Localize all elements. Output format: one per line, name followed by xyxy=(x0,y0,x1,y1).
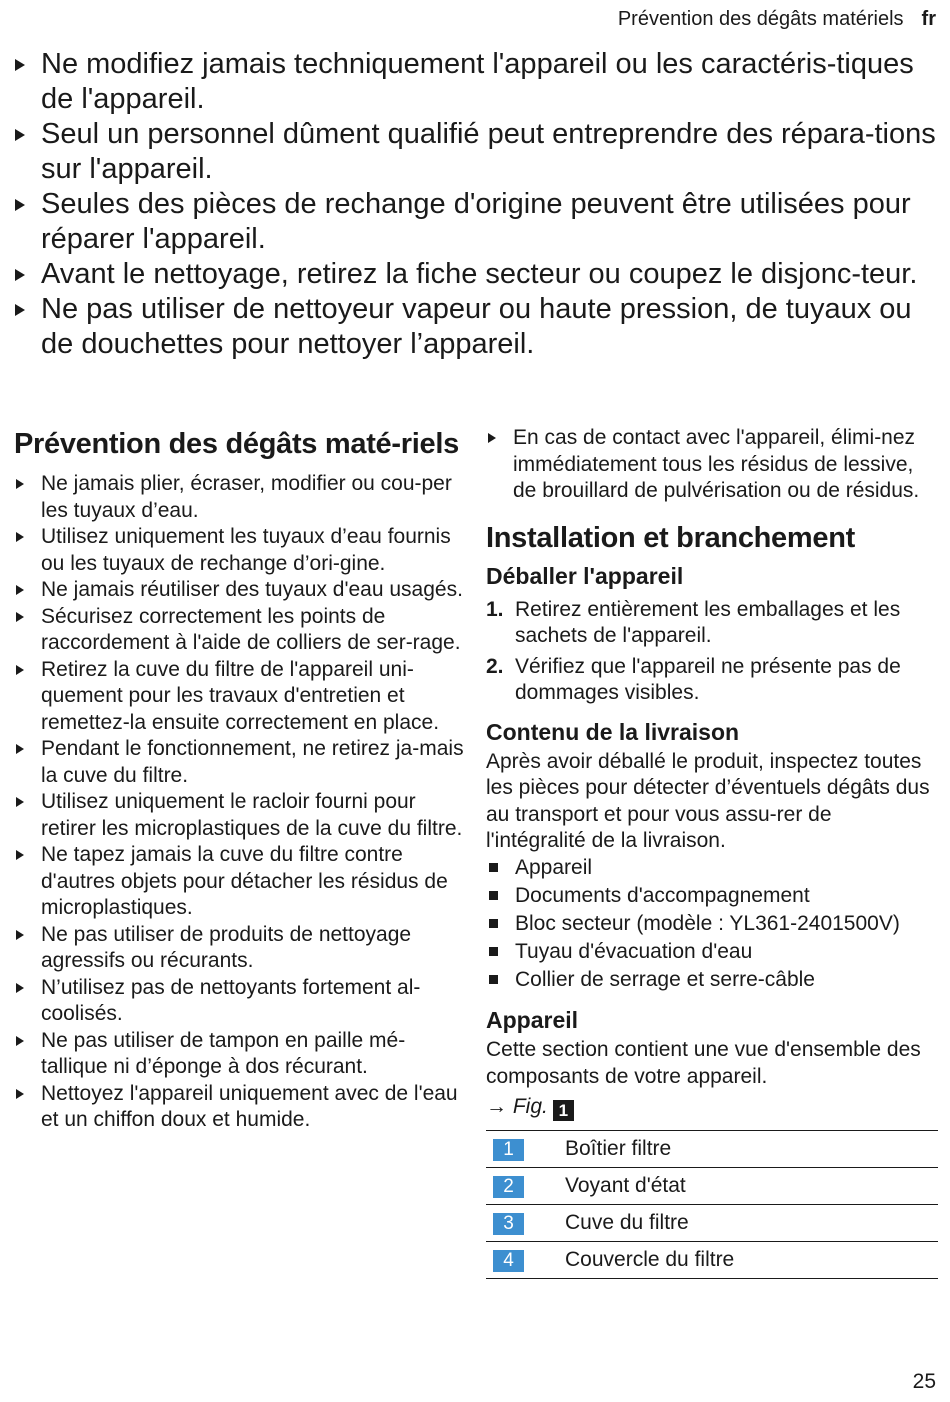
list-item: Ne pas utiliser de produits de nettoyage agressifs ou récurants. xyxy=(14,922,464,975)
table-row xyxy=(486,1168,938,1205)
header-section-title: Prévention des dégâts matériels xyxy=(617,8,904,30)
damage-list-continued xyxy=(486,425,936,505)
list-item: Nettoyez l'appareil uniquement avec de l'eau et un chiffon doux et humide. xyxy=(14,1081,464,1134)
table-row xyxy=(486,1242,938,1279)
figure-number-badge: 1 xyxy=(553,1100,574,1121)
list-item: Pendant le fonctionnement, ne retirez ja-mais la cuve du filtre. xyxy=(14,736,464,789)
left-column xyxy=(14,425,464,1134)
list-item: N’utilisez pas de nettoyants fortement al-coolisés. xyxy=(14,975,464,1028)
bullet-triangle-icon xyxy=(16,532,24,542)
part-label: Couvercle du filtre xyxy=(565,1248,735,1271)
part-label: Voyant d'état xyxy=(565,1174,686,1197)
list-item: Seul un personnel dûment qualifié peut entreprendre des répara-tions sur l'appareil. xyxy=(14,117,939,187)
part-number-badge: 4 xyxy=(493,1250,524,1272)
part-number-badge: 1 xyxy=(493,1139,524,1161)
bullet-triangle-icon xyxy=(15,59,25,71)
bullet-triangle-icon xyxy=(488,433,496,443)
bullet-triangle-icon xyxy=(15,129,25,141)
bullet-triangle-icon xyxy=(16,665,24,675)
step-item: 2. Vérifiez que l'appareil ne présente pas de dommages visibles. xyxy=(486,654,901,704)
contents-list xyxy=(486,855,936,994)
list-item: Bloc secteur (modèle : YL361-2401500V) xyxy=(486,911,936,938)
appliance-subtitle: Appareil xyxy=(486,1007,579,1033)
square-bullet-icon xyxy=(489,919,498,928)
list-item: En cas de contact avec l'appareil, élimi-nez immédiatement tous les résidus de lessive, de brouillard de pulvérisation ou de résidus. xyxy=(486,425,936,505)
square-bullet-icon xyxy=(489,891,498,900)
list-item: Collier de serrage et serre-câble xyxy=(486,967,936,994)
top-safety-list xyxy=(14,47,939,362)
list-item: Ne modifiez jamais techniquement l'appareil ou les caractéris-tiques de l'appareil. xyxy=(14,47,939,117)
bullet-triangle-icon xyxy=(16,585,24,595)
list-item: Ne pas utiliser de tampon en paille mé-tallique ni d’éponge à dos récurant. xyxy=(14,1028,464,1081)
list-item: Ne jamais réutiliser des tuyaux d'eau usagés. xyxy=(14,577,464,604)
bullet-triangle-icon xyxy=(16,1089,24,1099)
table-row xyxy=(486,1205,938,1242)
list-item: Documents d'accompagnement xyxy=(486,883,936,910)
square-bullet-icon xyxy=(489,947,498,956)
bullet-triangle-icon xyxy=(16,1036,24,1046)
part-label: Boîtier filtre xyxy=(565,1137,672,1160)
appliance-intro: Cette section contient une vue d'ensemble des composants de votre appareil. xyxy=(486,1038,921,1088)
contents-intro: Après avoir déballé le produit, inspectez toutes les pièces pour détecter d’éventuels dégâts dus au transport et pour vous assu-rer de l'intégralité de la livraison. xyxy=(486,749,930,852)
damage-list xyxy=(14,471,464,1134)
square-bullet-icon xyxy=(489,975,498,984)
running-header xyxy=(618,8,936,31)
bullet-triangle-icon xyxy=(16,983,24,993)
list-item: Avant le nettoyage, retirez la fiche secteur ou coupez le disjonc-teur. xyxy=(14,257,939,292)
bullet-triangle-icon xyxy=(15,199,25,211)
header-language-code: fr xyxy=(921,8,936,30)
list-item: Tuyau d'évacuation d'eau xyxy=(486,939,936,966)
bullet-triangle-icon xyxy=(15,304,25,316)
arrow-right-icon: → xyxy=(486,1095,507,1118)
list-item: Ne pas utiliser de nettoyeur vapeur ou haute pression, de tuyaux ou de douchettes pour nettoyer l’appareil. xyxy=(14,292,939,362)
part-number-badge: 2 xyxy=(493,1176,524,1198)
list-item: Ne tapez jamais la cuve du filtre contre d'autres objets pour détacher les résidus de microplastiques. xyxy=(14,842,464,922)
parts-table xyxy=(486,1130,938,1279)
page-number: 25 xyxy=(912,1370,936,1393)
list-item: Utilisez uniquement le racloir fourni pour retirer les microplastiques de la cuve du filtre. xyxy=(14,789,464,842)
unpack-subtitle: Déballer l'appareil xyxy=(486,562,684,589)
list-item: Ne jamais plier, écraser, modifier ou cou-per les tuyaux d’eau. xyxy=(14,471,464,524)
list-item: Seules des pièces de rechange d'origine peuvent être utilisées pour réparer l'appareil. xyxy=(14,187,939,257)
bullet-triangle-icon xyxy=(16,797,24,807)
part-number-badge: 3 xyxy=(493,1213,524,1235)
bullet-triangle-icon xyxy=(16,850,24,860)
bullet-triangle-icon xyxy=(16,930,24,940)
bullet-triangle-icon xyxy=(16,479,24,489)
figure-label: Fig. xyxy=(512,1095,548,1118)
list-item: Sécurisez correctement les points de raccordement à l'aide de colliers de ser-rage. xyxy=(14,604,464,657)
list-item: Retirez la cuve du filtre de l'appareil uni-quement pour les travaux d'entretien et remettez-la ensuite correctement en place. xyxy=(14,657,464,737)
bullet-triangle-icon xyxy=(15,269,25,281)
square-bullet-icon xyxy=(489,863,498,872)
figure-reference xyxy=(486,1092,936,1122)
part-label: Cuve du filtre xyxy=(565,1211,689,1234)
right-column xyxy=(486,425,936,1279)
bullet-triangle-icon xyxy=(16,612,24,622)
list-item: Appareil xyxy=(486,855,936,882)
list-item: Utilisez uniquement les tuyaux d’eau fournis ou les tuyaux de rechange d’ori-gine. xyxy=(14,524,464,577)
damage-section-title: Prévention des dégâts maté-riels xyxy=(14,428,459,460)
unpack-steps xyxy=(486,597,936,707)
table-row xyxy=(486,1131,938,1168)
contents-subtitle: Contenu de la livraison xyxy=(486,718,740,745)
install-section-title: Installation et branchement xyxy=(486,521,855,554)
step-item: 1. Retirez entièrement les emballages et les sachets de l'appareil. xyxy=(486,597,901,647)
bullet-triangle-icon xyxy=(16,744,24,754)
